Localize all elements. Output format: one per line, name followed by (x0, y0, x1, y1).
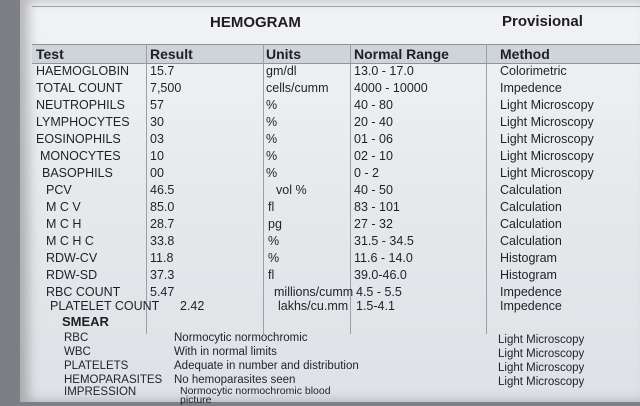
test-name: HAEMOGLOBIN (36, 64, 130, 78)
table-row (32, 63, 640, 80)
smear-method: Light Microscopy (498, 362, 585, 374)
test-result: 10 (150, 149, 164, 163)
test-method: Light Microscopy (500, 166, 594, 180)
test-range: 02 - 10 (354, 149, 393, 163)
test-name: M C H C (46, 234, 94, 248)
header-method: Method (500, 46, 550, 62)
smear-label: PLATELETS (64, 360, 129, 372)
smear-method: Light Microscopy (498, 334, 585, 346)
test-units: vol % (276, 183, 307, 197)
test-units: gm/dl (266, 64, 297, 78)
table-row (32, 165, 640, 182)
test-result: 30 (150, 115, 164, 129)
smear-label: RBC (64, 332, 89, 344)
test-method: Calculation (500, 183, 562, 197)
test-name: LYMPHOCYTES (36, 115, 130, 129)
test-range: 13.0 - 17.0 (354, 64, 414, 78)
table-row (32, 233, 640, 250)
test-units: fl (268, 200, 275, 214)
test-range: 27 - 32 (354, 217, 393, 231)
test-range: 0 - 2 (354, 166, 380, 180)
test-result: 5.47 (150, 285, 175, 299)
table-row (32, 148, 640, 165)
test-name: EOSINOPHILS (36, 132, 121, 146)
table-row (32, 182, 640, 199)
test-method: Impedence (500, 285, 562, 299)
table-row (32, 298, 640, 315)
test-name: MONOCYTES (40, 149, 121, 163)
header-units: Units (266, 46, 301, 62)
test-units: % (268, 251, 280, 265)
table-row (32, 131, 640, 148)
test-result: 03 (150, 132, 164, 146)
report-title: HEMOGRAM (210, 14, 301, 31)
test-result: 00 (150, 166, 164, 180)
test-result: 37.3 (150, 268, 175, 282)
test-range: 1.5-4.1 (356, 299, 395, 313)
test-name: TOTAL COUNT (36, 81, 123, 95)
smear-label: WBC (64, 346, 91, 358)
test-units: % (266, 132, 278, 146)
test-units: pg (268, 217, 282, 231)
table-row (32, 97, 640, 114)
smear-row (32, 346, 640, 360)
test-units: % (266, 115, 278, 129)
header-normal-range: Normal Range (354, 46, 449, 62)
test-units: fl (268, 268, 275, 282)
table-row (32, 199, 640, 216)
test-name: PCV (46, 183, 72, 197)
test-method: Impedence (500, 81, 562, 95)
test-units: % (266, 98, 278, 112)
test-units: millions/cumm (274, 285, 354, 299)
smear-value: Adequate in number and distribution (174, 360, 359, 372)
test-result: 33.8 (150, 234, 175, 248)
test-range: 39.0-46.0 (354, 268, 407, 282)
test-range: 01 - 06 (354, 132, 393, 146)
test-units: cells/cumm (266, 81, 329, 95)
smear-value: Normocytic normochromic (174, 332, 308, 344)
table-row (32, 216, 640, 233)
test-range: 31.5 - 34.5 (354, 234, 414, 248)
test-method: Histogram (500, 251, 557, 265)
test-units: lakhs/cu.mm (278, 299, 349, 313)
table-row (32, 80, 640, 97)
smear-value: With in normal limits (174, 346, 277, 358)
smear-value-continued: picture (180, 394, 212, 406)
test-units: % (266, 149, 278, 163)
test-result: 15.7 (150, 64, 175, 78)
test-range: 11.6 - 14.0 (354, 251, 413, 265)
test-range: 83 - 101 (354, 200, 400, 214)
test-name: RDW-SD (46, 268, 98, 282)
smear-label: HEMOPARASITES (64, 374, 163, 386)
smear-row (32, 360, 640, 374)
test-result: 85.0 (150, 200, 175, 214)
table-header (32, 44, 640, 64)
test-method: Impedence (500, 299, 562, 313)
test-result: 11.8 (150, 251, 174, 265)
test-method: Light Microscopy (500, 98, 594, 112)
table-row (32, 250, 640, 267)
test-result: 28.7 (150, 217, 175, 231)
test-range: 40 - 80 (354, 98, 393, 112)
table-row (32, 114, 640, 131)
test-result: 57 (150, 98, 164, 112)
test-method: Colorimetric (500, 64, 567, 78)
test-name: RDW-CV (46, 251, 98, 265)
test-name: M C V (46, 200, 81, 214)
smear-value: Normocytic normochromic blood (180, 385, 331, 397)
test-method: Light Microscopy (500, 132, 594, 146)
report-screen (20, 0, 640, 406)
test-method: Histogram (500, 268, 557, 282)
smear-row (32, 332, 640, 346)
test-units: % (266, 166, 278, 180)
test-method: Light Microscopy (500, 115, 594, 129)
test-method: Calculation (500, 200, 562, 214)
test-range: 4000 - 10000 (354, 81, 428, 95)
test-name: M C H (46, 217, 82, 231)
test-range: 20 - 40 (354, 115, 393, 129)
test-range: 4.5 - 5.5 (356, 285, 402, 299)
smear-section-title: SMEAR (62, 314, 109, 329)
test-name: RBC COUNT (46, 285, 121, 299)
smear-row (32, 385, 640, 406)
smear-method: Light Microscopy (498, 348, 585, 360)
report-title-bar (32, 6, 640, 37)
header-test: Test (36, 46, 64, 62)
test-units: % (268, 234, 280, 248)
test-result: 46.5 (150, 183, 175, 197)
test-range: 40 - 50 (354, 183, 393, 197)
test-method: Light Microscopy (500, 149, 594, 163)
smear-value: No hemoparasites seen (174, 374, 296, 386)
test-method: Calculation (500, 234, 562, 248)
smear-label: IMPRESSION (64, 386, 137, 398)
test-name: BASOPHILS (42, 166, 113, 180)
test-name: PLATELET COUNT (50, 299, 160, 313)
smear-method: Light Microscopy (498, 376, 585, 388)
test-name: NEUTROPHILS (36, 98, 125, 112)
test-method: Calculation (500, 217, 562, 231)
table-row (32, 267, 640, 284)
report-status: Provisional (502, 13, 583, 30)
test-result: 2.42 (180, 299, 205, 313)
test-result: 7,500 (150, 81, 182, 95)
header-result: Result (150, 46, 193, 62)
